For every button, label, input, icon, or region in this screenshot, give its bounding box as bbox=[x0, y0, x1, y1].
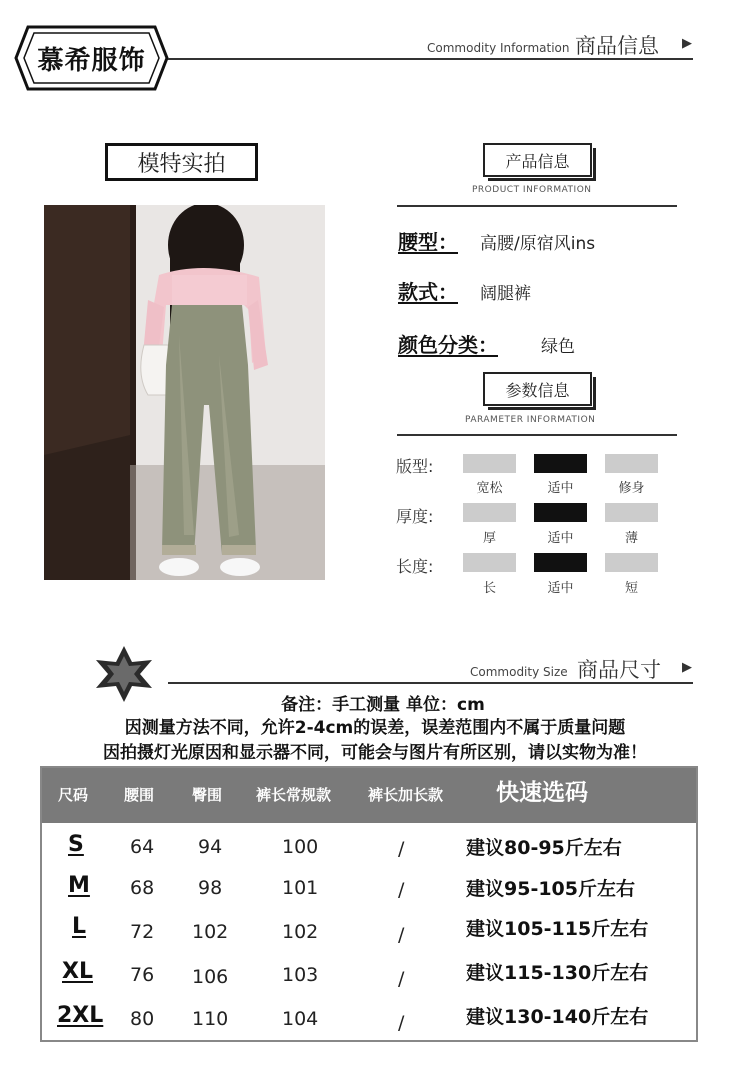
size-section-subtitle: Commodity Size bbox=[470, 665, 568, 679]
product-info-title: 产品信息 bbox=[483, 143, 592, 177]
spec-option-length-1: 适中 bbox=[547, 581, 574, 596]
cell-recommend: 建议80-95斤左右 bbox=[466, 837, 622, 859]
cell-hip: 102 bbox=[192, 921, 229, 943]
cell-waist: 68 bbox=[130, 877, 155, 899]
size-note-lighting: 因拍摄灯光原因和显示器不同，可能会与图片有所区别，请以实物为准！ bbox=[103, 743, 647, 763]
cell-recommend: 建议130-140斤左右 bbox=[466, 1006, 649, 1028]
model-photo-label: 模特实拍 bbox=[105, 143, 258, 181]
parameter-info-subtitle: PARAMETER INFORMATION bbox=[465, 415, 596, 425]
header-title: 商品信息 bbox=[575, 34, 659, 58]
spec-bar-thickness-1 bbox=[534, 503, 587, 522]
size-section-arrow-icon: ▶ bbox=[682, 660, 692, 675]
size-note-unit: 备注：手工测量 单位：cm bbox=[281, 695, 485, 715]
spec-bar-thickness-2 bbox=[605, 503, 658, 522]
size-note-tolerance: 因测量方法不同，允许2-4cm的误差，误差范围内不属于质量问题 bbox=[124, 718, 626, 738]
cell-waist: 64 bbox=[130, 836, 155, 858]
attr-label-style: 款式： bbox=[398, 280, 458, 304]
table-row bbox=[42, 869, 696, 911]
spec-option-length-0: 长 bbox=[482, 581, 496, 596]
cell-length-long: / bbox=[398, 968, 405, 990]
attr-value-color: 绿色 bbox=[541, 337, 575, 357]
cell-length-long: / bbox=[398, 838, 405, 860]
cell-size: L bbox=[72, 914, 87, 939]
cell-length-long: / bbox=[398, 924, 405, 946]
cell-length-regular: 103 bbox=[282, 964, 319, 986]
size-table-header-hip: 臀围 bbox=[192, 786, 223, 804]
model-photo bbox=[44, 205, 325, 580]
size-section-divider bbox=[168, 682, 693, 684]
cell-size: 2XL bbox=[57, 1003, 104, 1028]
size-table-header-length-long: 裤长加长款 bbox=[368, 786, 444, 804]
parameter-info-divider bbox=[397, 434, 677, 436]
size-table bbox=[40, 766, 698, 1042]
attr-label-color: 颜色分类： bbox=[398, 333, 498, 357]
attr-value-style: 阔腿裤 bbox=[480, 284, 531, 304]
spec-bar-length-1 bbox=[534, 553, 587, 572]
size-table-header-size: 尺码 bbox=[58, 786, 89, 804]
cell-recommend: 建议105-115斤左右 bbox=[466, 918, 649, 940]
cell-hip: 98 bbox=[198, 877, 223, 899]
header-subtitle: Commodity Information bbox=[427, 41, 570, 55]
spec-label-length: 长度: bbox=[396, 557, 434, 576]
cell-waist: 72 bbox=[130, 921, 155, 943]
parameter-info-title: 参数信息 bbox=[483, 372, 592, 406]
spec-option-thickness-1: 适中 bbox=[547, 531, 574, 546]
table-row bbox=[42, 828, 696, 870]
size-table-header-waist: 腰围 bbox=[124, 786, 155, 804]
spec-option-fit-2: 修身 bbox=[618, 481, 645, 496]
cell-length-regular: 104 bbox=[282, 1008, 319, 1030]
cell-hip: 106 bbox=[192, 966, 229, 988]
spec-label-fit: 版型: bbox=[396, 457, 434, 476]
table-row bbox=[42, 956, 696, 998]
product-info-divider bbox=[397, 205, 677, 207]
product-info-subtitle: PRODUCT INFORMATION bbox=[472, 185, 592, 195]
size-table-header-length-regular: 裤长常规款 bbox=[256, 786, 332, 804]
cell-hip: 110 bbox=[192, 1008, 229, 1030]
cell-recommend: 建议115-130斤左右 bbox=[466, 962, 649, 984]
spec-bar-thickness-0 bbox=[463, 503, 516, 522]
spec-bar-length-0 bbox=[463, 553, 516, 572]
spec-option-fit-0: 宽松 bbox=[476, 481, 503, 496]
cell-size: XL bbox=[62, 959, 93, 984]
cell-hip: 94 bbox=[198, 836, 223, 858]
spec-bar-fit-0 bbox=[463, 454, 516, 473]
cell-length-regular: 100 bbox=[282, 836, 319, 858]
spec-bar-fit-1 bbox=[534, 454, 587, 473]
cell-length-long: / bbox=[398, 879, 405, 901]
size-table-header bbox=[42, 768, 696, 823]
header-arrow-icon: ▶ bbox=[682, 36, 692, 51]
cell-size: S bbox=[68, 832, 84, 857]
cell-waist: 76 bbox=[130, 964, 155, 986]
spec-option-thickness-0: 厚 bbox=[482, 531, 496, 546]
spec-label-thickness: 厚度: bbox=[396, 507, 434, 526]
spec-option-fit-1: 适中 bbox=[547, 481, 574, 496]
spec-option-length-2: 短 bbox=[624, 581, 638, 596]
attr-label-waist: 腰型： bbox=[398, 230, 458, 254]
cell-waist: 80 bbox=[130, 1008, 155, 1030]
spec-bar-fit-2 bbox=[605, 454, 658, 473]
table-row bbox=[42, 912, 696, 954]
brand-name: 慕希服饰 bbox=[37, 45, 146, 76]
size-section-title: 商品尺寸 bbox=[577, 658, 661, 682]
brand-logo bbox=[14, 25, 169, 91]
attr-value-waist: 高腰/原宿风ins bbox=[480, 234, 596, 254]
table-row bbox=[42, 998, 696, 1040]
spec-bar-length-2 bbox=[605, 553, 658, 572]
cell-length-regular: 101 bbox=[282, 877, 319, 899]
cell-length-long: / bbox=[398, 1012, 405, 1034]
size-table-header-recommend: 快速选码 bbox=[496, 780, 588, 806]
spec-option-thickness-2: 薄 bbox=[624, 531, 638, 546]
cell-recommend: 建议95-105斤左右 bbox=[466, 878, 635, 900]
cell-size: M bbox=[68, 873, 90, 898]
cell-length-regular: 102 bbox=[282, 921, 319, 943]
